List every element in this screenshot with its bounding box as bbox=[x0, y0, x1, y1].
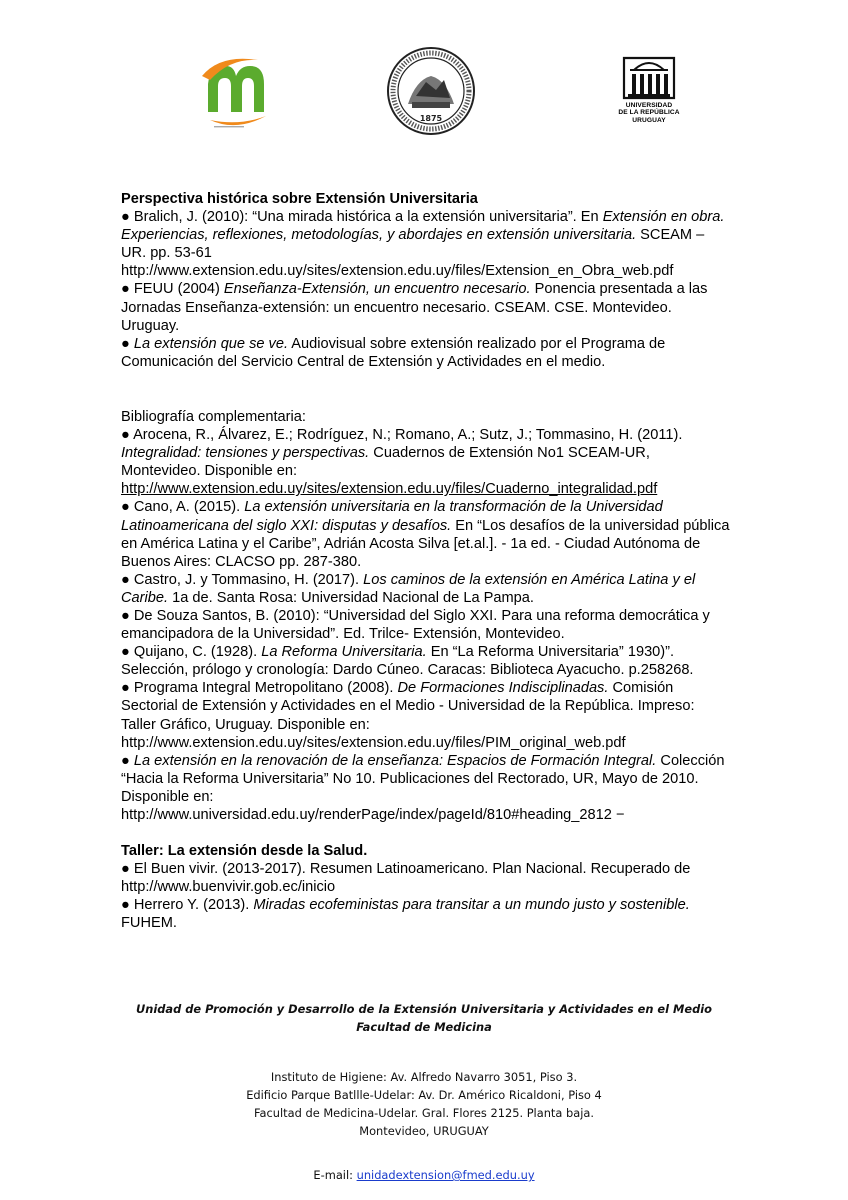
facultad-medicina-seal-icon bbox=[386, 46, 476, 136]
reference-url[interactable]: http://www.extension.edu.uy/sites/extension.edu.uy/files/PIM_original_web.pdf bbox=[121, 734, 626, 751]
email-link[interactable]: unidadextension@fmed.edu.uy bbox=[356, 1168, 535, 1182]
footer-address: Instituto de Higiene: Av. Alfredo Navarro 3051, Piso 3. Edificio Parque Batllle-Udelar: Av. Dr. Américo Ricaldoni, Piso 4 Facultad de Medicina-Udelar. Gral. Flores 2125. Planta baja. Montevideo, URUGUAY bbox=[246, 1070, 602, 1138]
reference-entry: ● Quijano, C. (1928). La Reforma Universitaria. En “La Reforma Universitaria” 1930)”. Selección, prólogo y cronología: Dardo Cúneo. Caracas: Biblioteca Ayacucho. p.258268. bbox=[121, 644, 694, 679]
section-heading-complementaria: Bibliografía complementaria: bbox=[121, 408, 306, 425]
reference-entry: ● De Souza Santos, B. (2010): “Universidad del Siglo XXI. Para una reforma democrática y emancipadora de la Universidad”. Ed. Trilce- Extensión, Montevideo. bbox=[121, 607, 710, 643]
reference-entry: ● El Buen vivir. (2013-2017). Resumen Latinoamericano. Plan Nacional. Recuperado de http://www.buenvivir.gob.ec/inicio bbox=[121, 861, 691, 896]
footer-email bbox=[0, 1166, 848, 1184]
header-logos bbox=[0, 46, 848, 136]
reference-entry: ● Castro, J. y Tommasino, H. (2017). Los caminos de la extensión en América Latina y el Caribe. 1a de. Santa Rosa: Universidad Nacional de La Pampa. bbox=[121, 571, 696, 606]
reference-url[interactable]: http://www.extension.edu.uy/sites/extension.edu.uy/files/Extension_en_Obra_web.pdf bbox=[121, 263, 674, 280]
reference-entry: ● Bralich, J. (2010): “Una mirada histórica a la extensión universitaria”. En Extensión en obra. Experiencias, reflexiones, metodologías, y abordajes en extensión universitaria. SCEAM – UR. pp. 53-61 http://www.extension.edu.uy/sites/extension.edu.uy/files/Extension_en_Obra_web.pdf bbox=[121, 209, 725, 280]
udelar-building-logo-icon bbox=[612, 48, 686, 130]
reference-entry: ● La extensión que se ve. Audiovisual sobre extensión realizado por el Programa de Comunicación del Servicio Central de Extensión y Actividades en el medio. bbox=[121, 335, 666, 370]
reference-entry: ● Cano, A. (2015). La extensión universitaria en la transformación de la Universidad Latinoamericana del siglo XXI: disputas y desafíos. En “Los desafíos de la universidad pública en América Latina y el Caribe”, Adrián Acosta Silva [et.al.]. - 1a ed. - Ciudad Autónoma de Buenos Aires: CLACSO pp. 287-380. bbox=[121, 499, 730, 570]
reference-entry: ● La extensión en la renovación de la enseñanza: Espacios de Formación Integral. Colección “Hacia la Reforma Universitaria” No 10. Publicaciones del Rectorado, UR, Mayo de 2010. Disponible en: http://www.universidad.edu.uy/renderPage/index/pageId/810#heading_2812 − bbox=[121, 752, 725, 823]
reference-url[interactable]: http://www.universidad.edu.uy/renderPage/index/pageId/810#heading_2812 − bbox=[121, 807, 625, 823]
reference-entry: ● Programa Integral Metropolitano (2008). De Formaciones Indisciplinadas. Comisión Sectorial de Extensión y Actividades en el Medio - Universidad de la República. Impreso: Taller Gráfico, Uruguay. Disponible en: http://www.extension.edu.uy/sites/extension.edu.uy/files/PIM_original_web.pdf bbox=[121, 680, 695, 751]
udelar-logo-text: UNIVERSIDAD DE LA REPÚBLICA URUGUAY bbox=[618, 102, 680, 124]
reference-entry: ● Herrero Y. (2013). Miradas ecofeministas para transitar a un mundo justo y sostenible. FUHEM. bbox=[121, 897, 690, 932]
reference-entry: ● Arocena, R., Álvarez, E.; Rodríguez, N.; Romano, A.; Sutz, J.; Tommasino, H. (2011). Integralidad: tensiones y perspectivas. Cuadernos de Extensión No1 SCEAM-UR, Montevideo. Disponible en: http://www.extension.edu.uy/sites/extension.edu.uy/files/Cuaderno_integralidad.pdf bbox=[121, 427, 683, 498]
footer-unit-name: Unidad de Promoción y Desarrollo de la Extensión Universitaria y Actividades en el Medio Facultad de Medicina bbox=[136, 1002, 712, 1034]
m-extension-logo-icon bbox=[200, 54, 272, 134]
email-label: E-mail: bbox=[313, 1168, 357, 1182]
reference-entry: ● FEUU (2004) Enseñanza-Extensión, un encuentro necesario. Ponencia presentada a las Jornadas Enseñanza-extensión: un encuentro necesario. CSEAM. CSE. Montevideo. Uruguay. bbox=[121, 281, 708, 334]
page-footer bbox=[0, 1000, 848, 1184]
bibliography-content bbox=[121, 190, 733, 933]
svg-text:1875: 1875 bbox=[419, 114, 443, 123]
reference-url[interactable]: http://www.extension.edu.uy/sites/extension.edu.uy/files/Cuaderno_integralidad.pdf bbox=[121, 481, 658, 498]
section-heading-taller: Taller: La extensión desde la Salud. bbox=[121, 843, 368, 860]
section-heading-historica: Perspectiva histórica sobre Extensión Universitaria bbox=[121, 191, 478, 207]
